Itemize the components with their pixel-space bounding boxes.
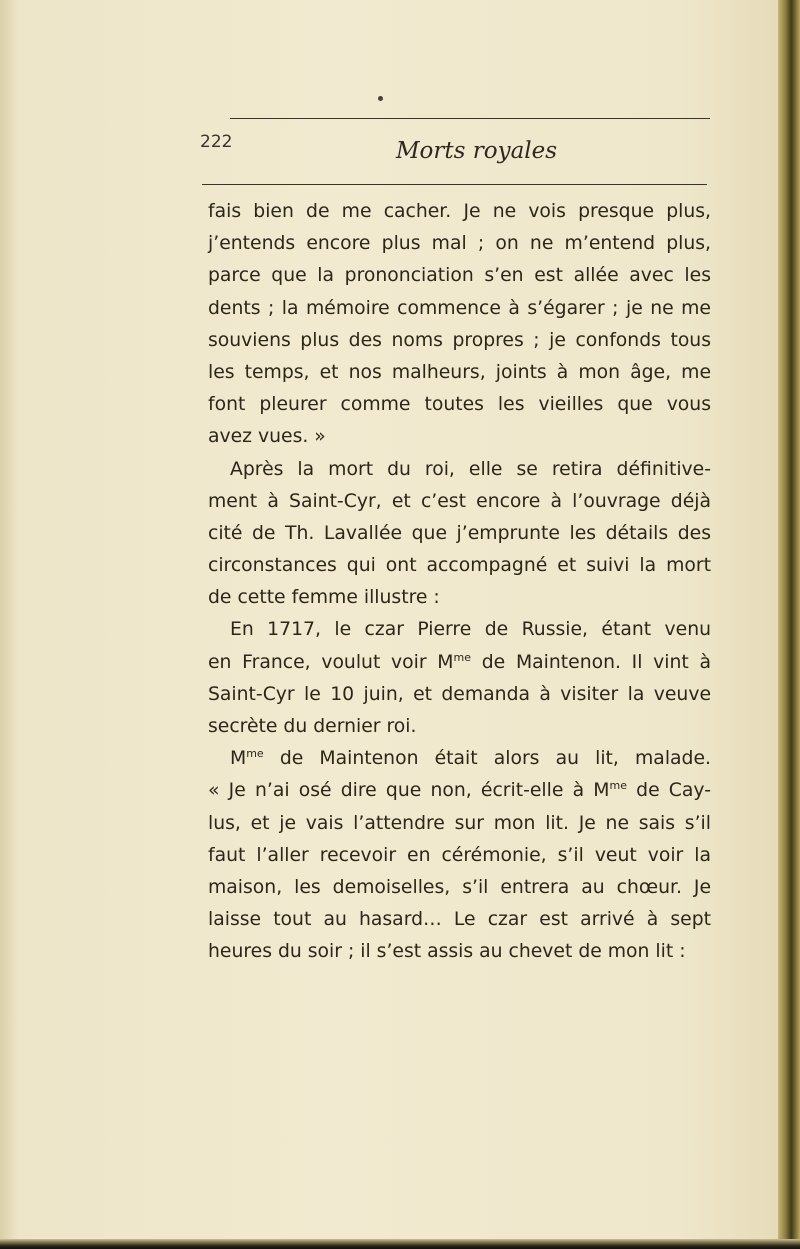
superscript: me <box>246 747 264 761</box>
page-gutter-shade <box>0 0 18 1249</box>
text-line: ment à Saint-Cyr, et c’est encore à l’ouvrage déjà <box>208 490 711 512</box>
header-rule-top <box>230 118 710 119</box>
text-line: souviens plus des noms propres ; je confonds tous <box>208 329 711 351</box>
running-head <box>200 118 710 190</box>
text-run: de Cay- <box>626 780 711 802</box>
text-line: Après la mort du roi, elle se retira définitive- <box>230 458 711 480</box>
text-line: Saint-Cyr le 10 juin, et demanda à visiter la veuve <box>208 683 711 705</box>
text-line: maison, les demoiselles, s’il entrera au chœur. Je <box>208 876 711 898</box>
text-line <box>208 775 711 807</box>
ink-dot <box>378 96 383 101</box>
text-run: de Maintenon. Il vint à <box>471 651 711 673</box>
superscript: me <box>609 779 627 793</box>
text-line: cité de Th. Lavallée que j’emprunte les détails des <box>208 522 711 544</box>
text-line <box>208 743 711 775</box>
text-line: avez vues. » <box>208 426 326 448</box>
book-edge <box>778 0 800 1249</box>
body-text <box>208 196 711 969</box>
text-line <box>208 647 711 679</box>
text-line: j’entends encore plus mal ; on ne m’entend plus, <box>208 233 711 255</box>
text-run: « Je n’ai osé dire que non, écrit-elle à M <box>208 780 610 802</box>
text-run: en France, voulut voir M <box>208 651 454 673</box>
text-line: laisse tout au hasard… Le czar est arrivé à sept <box>208 909 711 931</box>
superscript: me <box>453 650 472 664</box>
text-line: circonstances qui ont accompagné et suivi la mort <box>208 555 711 577</box>
header-rule-bottom <box>202 184 707 185</box>
page-number: 222 <box>200 132 233 152</box>
text-line: parce que la prononciation s’en est allée avec les <box>208 265 711 287</box>
text-line: font pleurer comme toutes les vieilles que vous <box>208 394 711 416</box>
text-line: fais bien de me cacher. Je ne vois presque plus, <box>208 201 711 222</box>
text-line: heures du soir ; il s’est assis au chevet de mon lit : <box>208 941 686 963</box>
page-bottom-edge <box>0 1239 800 1249</box>
text-line: lus, et je vais l’attendre sur mon lit. Je ne sais s’il <box>208 812 711 834</box>
text-line: les temps, et nos malheurs, joints à mon âge, me <box>208 361 711 383</box>
running-title: Morts royales <box>396 138 558 164</box>
text-line: En 1717, le czar Pierre de Russie, étant venu <box>230 619 711 641</box>
text-run: M <box>230 748 247 770</box>
text-line: secrète du dernier roi. <box>208 716 417 737</box>
text-line: de cette femme illustre : <box>208 587 440 609</box>
text-run: de Maintenon était alors au lit, malade. <box>263 748 711 770</box>
text-line: dents ; la mémoire commence à s’égarer ; je ne me <box>208 297 711 319</box>
text-line: faut l’aller recevoir en cérémonie, s’il veut voir la <box>208 844 711 866</box>
